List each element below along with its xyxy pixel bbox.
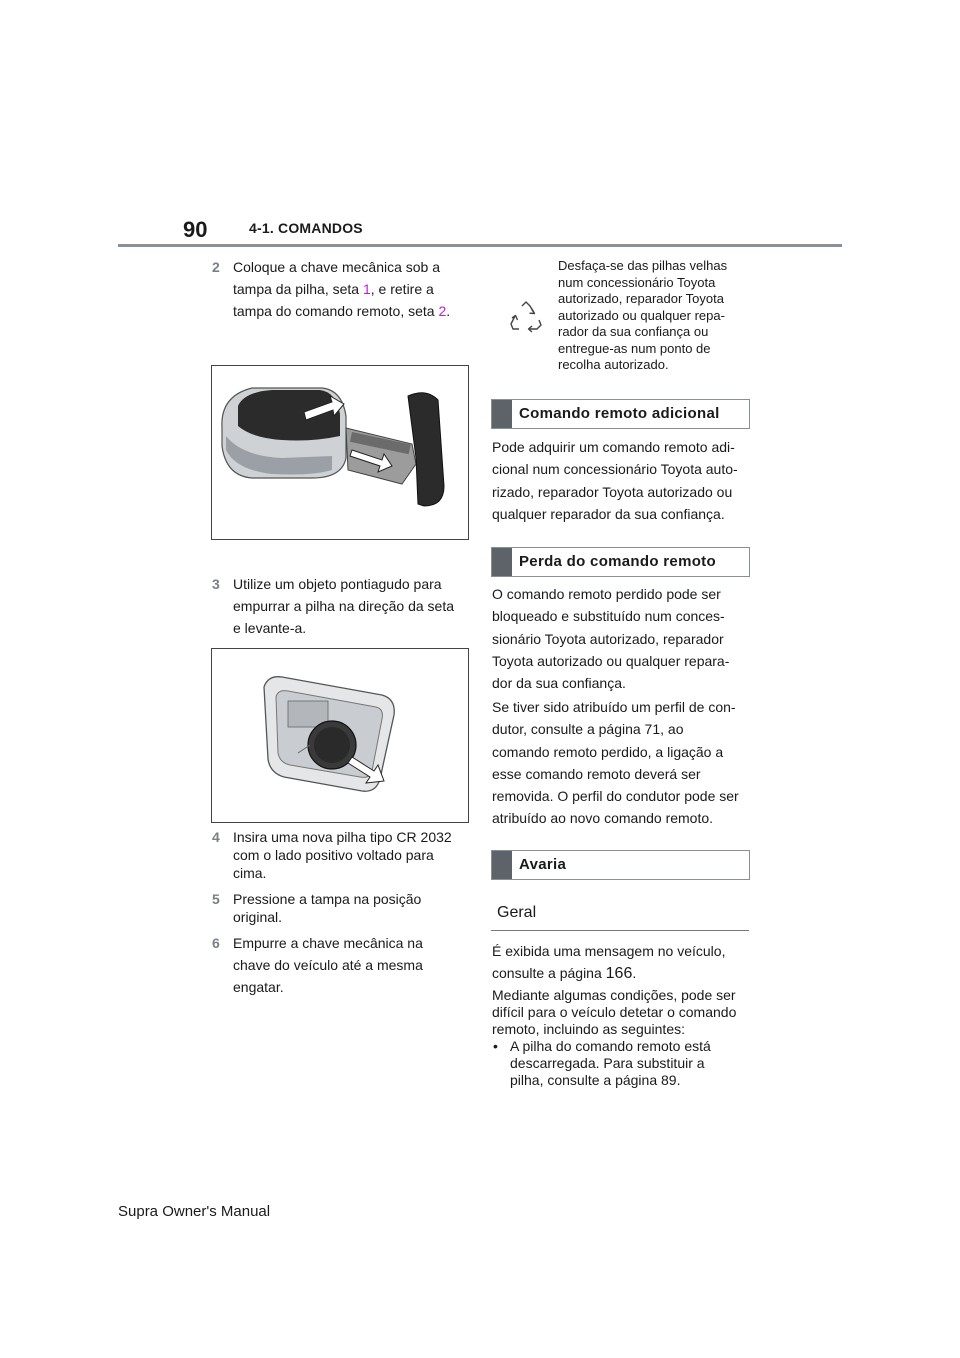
footer-manual-title: Supra Owner's Manual [118, 1203, 271, 1220]
step-2-line-1: Coloque a chave mecânica sob a [233, 259, 441, 275]
lost-remote-text-2: Se tiver sido atribuído um perfil de con- dutor, consulte a página 71, ao comando remoto perdido, a ligação a esse comando remoto deverá ser removida. O perfil do condutor pode ser atribuído ao novo comando remoto. [492, 699, 739, 827]
key-remove-cover-illustration [212, 366, 468, 539]
page-reference: 166 [605, 965, 633, 983]
step-number: 5 [212, 891, 220, 907]
additional-remote-text: Pode adquirir um comando remoto adi- cional num concessionário Toyota auto- rizado, reparador Toyota autorizado ou qualquer reparador da sua confiança. [492, 439, 738, 522]
bullet-dot: • [493, 1038, 498, 1054]
subheading-divider [491, 930, 749, 931]
heading-bar [492, 548, 512, 576]
list-item: • A pilha do comando remoto está descarregada. Para substituir a pilha, consulte a página 89. [493, 1038, 711, 1088]
recycle-note: Desfaça-se das pilhas velhas num concessionário Toyota autorizado, reparador Toyota autorizado ou qualquer repa- rador da sua confiança ou entregue-as num ponto de recolha autorizado. [490, 258, 760, 378]
fault-text-2: Mediante algumas condições, pode ser difícil para o veículo detetar o comando remoto, incluindo as seguintes: [492, 987, 737, 1037]
step-number: 6 [212, 935, 220, 951]
arrow-reference-2: 2 [438, 303, 447, 319]
heading-lost-remote: Perda do comando remoto [491, 547, 750, 577]
page-number: 90 [183, 217, 208, 242]
step-number: 2 [212, 259, 220, 275]
figure-key-remove-cover [211, 365, 469, 540]
step-4: 4 Insira uma nova pilha tipo CR 2032 com o lado positivo voltado para cima. [212, 829, 452, 881]
subheading-general: Geral [497, 904, 537, 921]
step-6: 6 Empurre a chave mecânica na chave do veículo até a mesma engatar. [212, 932, 482, 1002]
figure-battery-removal [211, 648, 469, 823]
heading-bar [492, 851, 512, 879]
battery-removal-illustration [212, 649, 468, 822]
step-2-line-2: tampa da pilha, seta 1, e retire a [233, 281, 434, 297]
step-2-line-3: tampa do comando remoto, seta 2. [233, 303, 451, 319]
step-3: 3 Utilize um objeto pontiagudo para empurrar a pilha na direção da seta e levante-a. [212, 573, 482, 643]
step-number: 3 [212, 576, 220, 592]
step-5: 5 Pressione a tampa na posição original. [212, 891, 422, 925]
recycle-icon [508, 300, 544, 336]
step-number: 4 [212, 829, 220, 845]
header-divider [118, 244, 842, 247]
section-title: 4-1. COMANDOS [249, 220, 363, 236]
heading-additional-remote: Comando remoto adicional [491, 399, 750, 429]
heading-bar [492, 400, 512, 428]
lost-remote-text-1: O comando remoto perdido pode ser bloqueado e substituído num conces- sionário Toyota autorizado, reparador Toyota autorizado ou qualquer repara- dor da sua confiança. [492, 586, 730, 692]
arrow-reference-1: 1 [362, 281, 371, 297]
heading-fault: Avaria [491, 850, 750, 880]
fault-text-1: É exibida uma mensagem no veículo, consulte a página 166. [492, 943, 726, 983]
step-2 [212, 256, 482, 326]
